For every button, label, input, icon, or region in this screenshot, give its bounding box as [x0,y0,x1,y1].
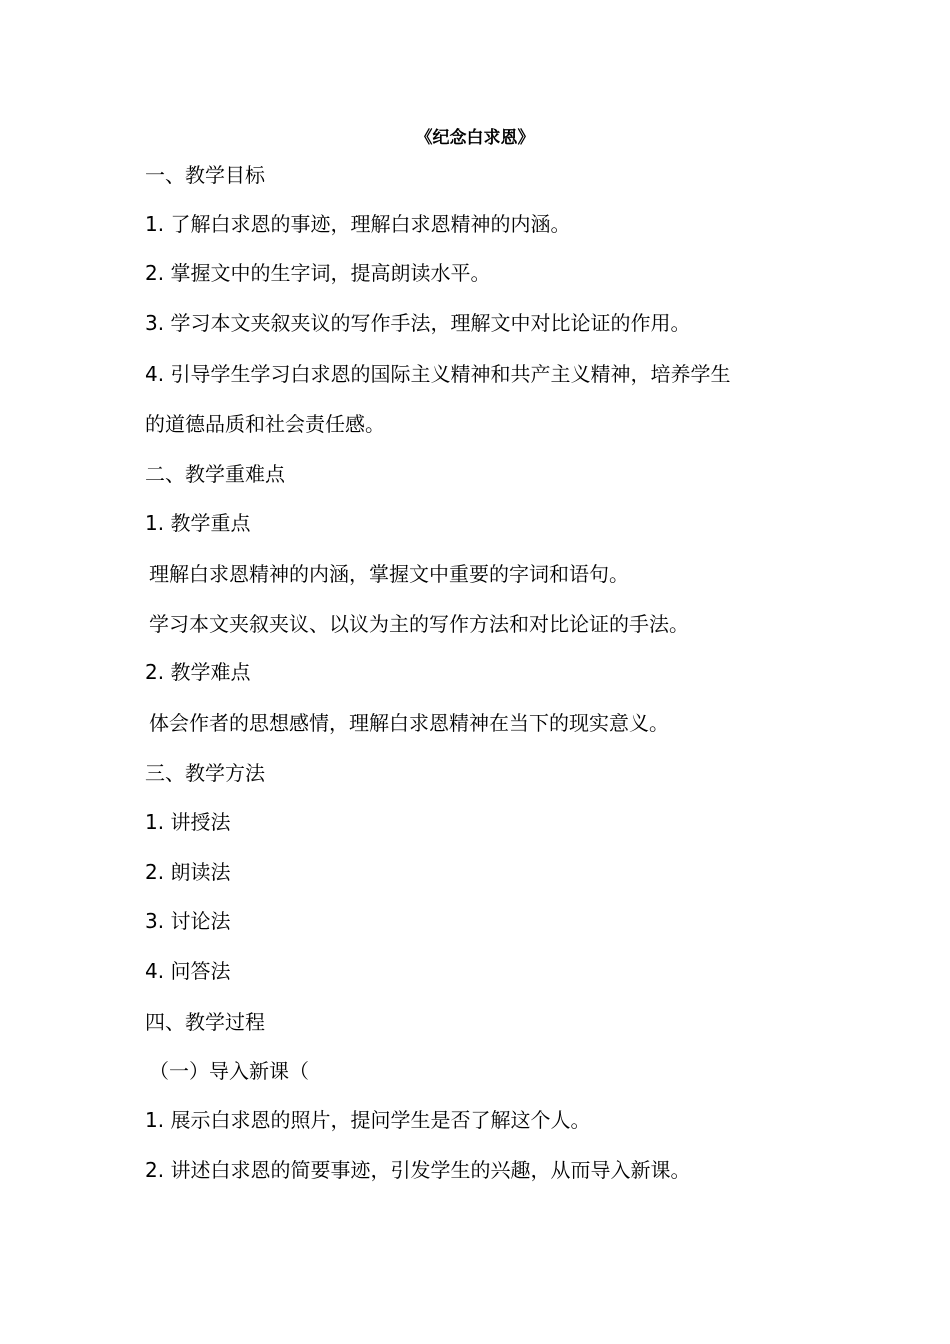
method-item-4: 4. 问答法 [145,959,231,983]
subheading-difficulty: 2. 教学难点 [145,660,251,684]
process-item-2: 2. 讲述白求恩的简要事迹，引发学生的兴趣，从而导入新课。 [145,1158,691,1182]
method-item-1: 1. 讲授法 [145,810,231,834]
section-heading-objectives: 一、教学目标 [145,163,265,187]
section-heading-process: 四、教学过程 [145,1010,265,1034]
subheading-key-point: 1. 教学重点 [145,511,251,535]
objective-item-3: 3. 学习本文夹叙夹议的写作手法，理解文中对比论证的作用。 [145,311,691,335]
process-subheading-intro: （一）导入新课（ [149,1059,309,1083]
objective-item-4: 4. 引导学生学习白求恩的国际主义精神和共产主义精神，培养学生 [145,362,731,386]
objective-item-2: 2. 掌握文中的生字词，提高朗读水平。 [145,261,491,285]
objective-item-4-continued: 的道德品质和社会责任感。 [145,412,385,436]
process-item-1: 1. 展示白求恩的照片，提问学生是否了解这个人。 [145,1108,591,1132]
objective-item-1: 1. 了解白求恩的事迹，理解白求恩精神的内涵。 [145,212,571,236]
key-point-text-1: 理解白求恩精神的内涵，掌握文中重要的字词和语句。 [149,562,629,586]
method-item-3: 3. 讨论法 [145,909,231,933]
section-heading-key-points: 二、教学重难点 [145,462,285,486]
document-title: 《纪念白求恩》 [415,128,535,148]
section-heading-methods: 三、教学方法 [145,761,265,785]
difficulty-text: 体会作者的思想感情，理解白求恩精神在当下的现实意义。 [149,711,669,735]
key-point-text-2: 学习本文夹叙夹议、以议为主的写作方法和对比论证的手法。 [149,612,689,636]
method-item-2: 2. 朗读法 [145,860,231,884]
